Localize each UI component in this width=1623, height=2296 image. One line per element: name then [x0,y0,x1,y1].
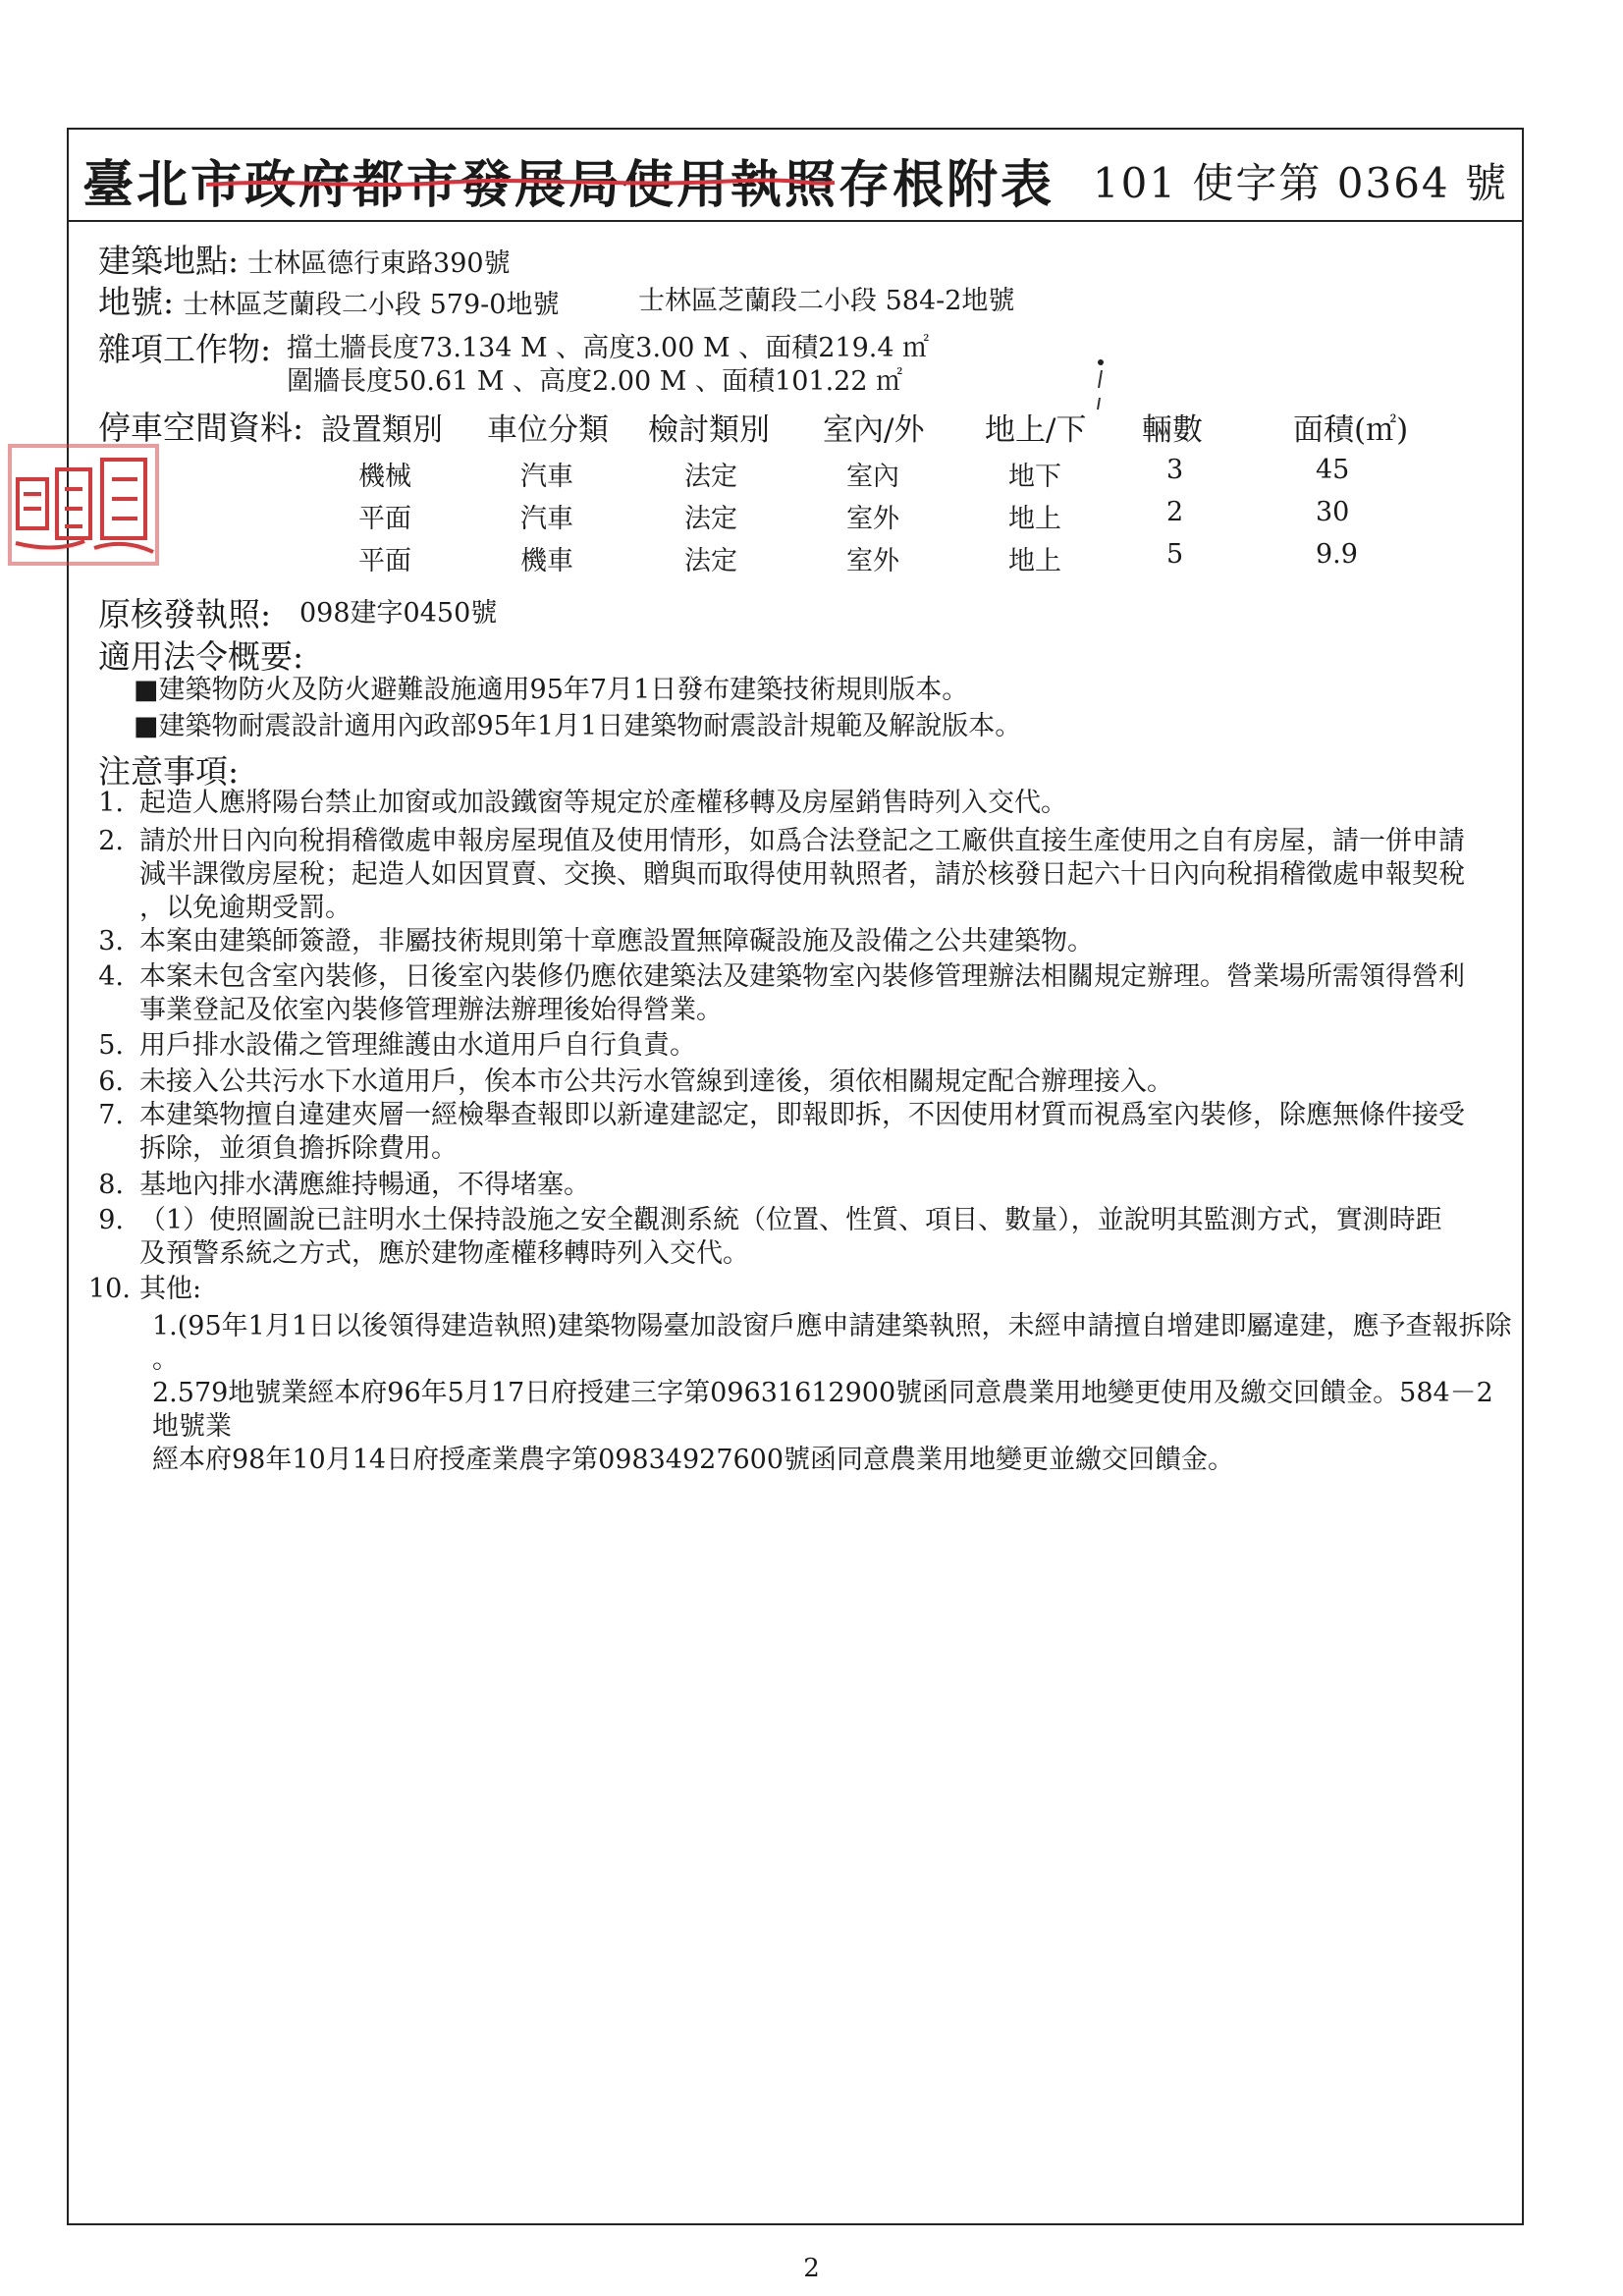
parking-cell: 地上 [1008,504,1061,534]
regulation-item [134,704,1021,742]
parking-cell: 3 [1166,455,1184,485]
parking-cell: 45 [1316,455,1350,485]
note-number: 1. [98,788,124,818]
parking-header-area: 面積(㎡) [1293,412,1409,448]
regulation-text: ■建築物防火及防火避難設施適用95年7月1日發布建築技術規則版本。 [134,675,969,705]
parking-cell: 汽車 [520,462,573,492]
parking-header-class: 車位分類 [487,412,609,448]
red-underline-mark [206,177,835,191]
parking-header-level: 地上/下 [985,412,1087,448]
note-line: 減半課徵房屋稅；起造人如因買賣、交換、贈與而取得使用執照者，請於核發日起六十日內向稅捐稽徵處申報契稅 [139,859,1465,890]
note-number: 6. [98,1066,124,1097]
location-value: 士林區德行東路390號 [247,248,511,279]
page-number: 2 [803,2254,820,2283]
other-item [152,1377,1517,1477]
other-line: 。 [152,1344,179,1375]
note-number: 8. [98,1170,124,1200]
note-line: 本建築物擅自違建夾層一經檢舉查報即以新違建認定，即報即拆，不因使用材質而視爲室內裝修，除應無條件接受 [139,1100,1465,1130]
pen-mark [1090,349,1109,427]
note-line: 請於卅日內向稅捐稽徵處申報房屋現值及使用情形，如爲合法登記之工廠供直接生產使用之自有房屋，請一併申請 [139,826,1465,856]
note-line: 未接入公共污水下水道用戶，俟本市公共污水管線到達後，須依相關規定配合辦理接入。 [139,1066,1173,1097]
parking-cell: 2 [1166,497,1184,527]
lot-row-2 [638,279,1014,317]
misc-works-label: 雜項工作物: [98,330,272,368]
permit-number: 101 使字第 0364 號 [1092,159,1508,207]
parking-cell: 室外 [846,504,899,534]
other-line: 1.(95年1月1日以後領得建造執照)建築物陽臺加設窗戶應申請建築執照，未經申請擅自增建即屬違建，應予查報拆除 [152,1311,1512,1341]
original-permit-label: 原核發執照: [98,595,272,633]
parking-cell: 平面 [358,546,411,576]
misc-works-row [98,324,271,370]
lot-value-1: 士林區芝蘭段二小段 579-0地號 [183,290,560,320]
parking-header-count: 輛數 [1142,412,1203,448]
parking-cell: 法定 [684,462,737,492]
misc-works-line-2: 圍牆長度50.61 M 、高度2.00 M 、面積101.22 ㎡ [287,366,903,397]
misc-works-line-2-row [287,359,902,398]
lot-value-2: 士林區芝蘭段二小段 584-2地號 [638,286,1015,316]
notes-label: 注意事項: [98,752,240,791]
other-item [152,1310,1517,1377]
lot-label: 地號: [98,283,175,321]
location-row [98,236,511,282]
parking-cell: 地上 [1008,546,1061,576]
parking-cell: 室外 [846,546,899,576]
notes-row [98,746,239,793]
note-number: 2. [98,826,124,856]
note-line: （1）使照圖說已註明水土保持設施之安全觀測系統（位置、性質、項目、數量），並說明其監測方式，實測時距 [139,1205,1442,1235]
lot-row [98,277,559,323]
regulation-text: ■建築物耐震設計適用內政部95年1月1日建築物耐震設計規範及解說版本。 [134,711,1022,741]
parking-cell: 法定 [684,546,737,576]
note-line: 基地內排水溝應維持暢通，不得堵塞。 [139,1170,590,1200]
parking-cell: 汽車 [520,504,573,534]
regulations-label: 適用法令概要: [98,637,304,676]
note-number: 9. [98,1205,124,1235]
original-permit-value: 098建字0450號 [299,598,498,629]
note-line: 拆除，並須負擔拆除費用。 [139,1133,458,1164]
form-header [69,130,1522,222]
note-number: 10. [88,1274,131,1304]
form-title: 臺北市政府都市發展局使用執照存根附表 [82,155,1055,215]
parking-cell: 機械 [358,462,411,492]
parking-cell: 5 [1166,539,1184,570]
parking-cell: 30 [1316,497,1350,527]
parking-cell: 室內 [846,462,899,492]
parking-cell: 9.9 [1316,539,1358,570]
original-permit-value-row [299,591,497,629]
location-label: 建築地點: [98,242,240,280]
parking-label: 停車空間資料: [98,409,304,447]
parking-header-type: 設置類別 [321,412,443,448]
parking-cell: 法定 [684,504,737,534]
parking-header-review: 檢討類別 [648,412,770,448]
note-line: ，以免逾期受罰。 [139,893,352,923]
parking-cell: 平面 [358,504,411,534]
note-number: 5. [98,1030,124,1061]
red-seal-stamp [6,440,161,570]
note-number: 7. [98,1100,124,1130]
note-line: 本案未包含室內裝修，日後室內裝修仍應依建築法及建築物室內裝修管理辦法相關規定辦理。營業場所需領得營利 [139,961,1465,992]
other-line: 2.579地號業經本府96年5月17日府授建三字第09631612900號函同意農業用地變更使用及繳交回饋金。584－2地號業 [152,1378,1493,1442]
parking-cell: 地下 [1008,462,1061,492]
misc-works-line-1: 擋土牆長度73.134 M 、高度3.00 M 、面積219.4 ㎡ [287,333,930,363]
parking-header-indoor: 室內/外 [823,412,925,448]
parking-cell: 機車 [520,546,573,576]
note-line: 其他: [139,1274,202,1304]
note-number: 4. [98,961,124,992]
note-line: 起造人應將陽台禁止加窗或加設鐵窗等規定於產權移轉及房屋銷售時列入交代。 [139,788,1067,818]
note-line: 及預警系統之方式，應於建物產權移轉時列入交代。 [139,1238,749,1269]
original-permit-row [98,589,271,635]
note-number: 3. [98,926,124,957]
note-line: 用戶排水設備之管理維護由水道用戶自行負責。 [139,1030,696,1061]
regulation-item [134,668,968,706]
note-line: 事業登記及依室內裝修管理辦法辦理後始得營業。 [139,995,723,1025]
note-line: 本案由建築師簽證，非屬技術規則第十章應設置無障礙設施及設備之公共建築物。 [139,926,1094,957]
other-line: 經本府98年10月14日府授產業農字第09834927600號函同意農業用地變更並繳交回饋金。 [152,1445,1235,1475]
